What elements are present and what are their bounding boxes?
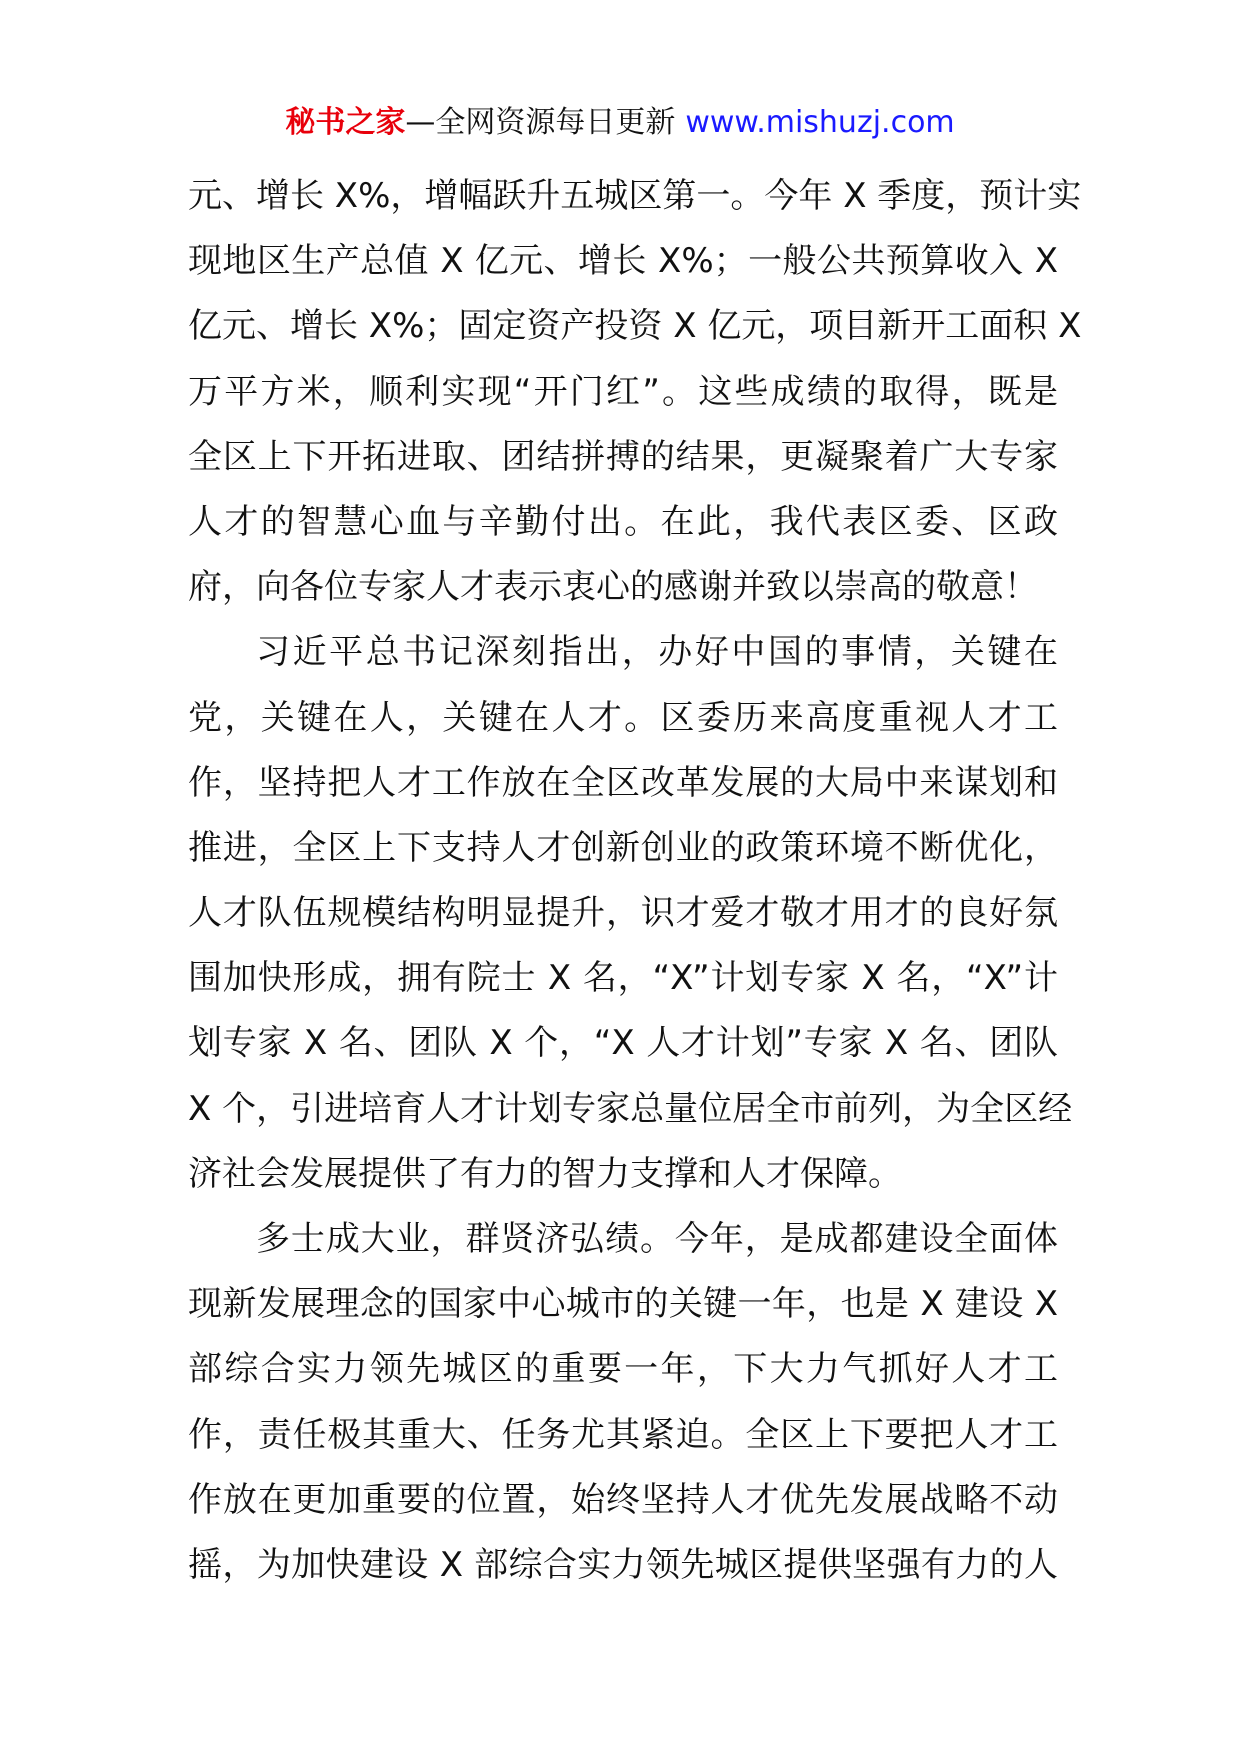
text-line: 多士成大业，群贤济弘绩。今年，是成都建设全面体: [256, 1219, 1058, 1259]
header-url[interactable]: www.mishuzj.com: [685, 105, 955, 140]
text-line: 现地区生产总值 X 亿元、增长 X%；一般公共预算收入 X: [188, 241, 1058, 282]
text-line: 元、增长 X%，增幅跃升五城区第一。今年 X 季度，预计实: [188, 176, 1082, 216]
page-header: [0, 102, 1240, 144]
text-line: 作，责任极其重大、任务尤其紧迫。全区上下要把人才工: [188, 1414, 1058, 1455]
text-line: 万平方米，顺利实现“开门红”。这些成绩的取得，既是: [188, 371, 1058, 412]
text-line: X 个，引进培育人才计划专家总量位居全市前列，为全区经: [188, 1088, 1073, 1129]
text-line: 全区上下开拓进取、团结拼搏的结果，更凝聚着广大专家: [188, 436, 1058, 477]
text-line: 济社会发展提供了有力的智力支撑和人才保障。: [188, 1153, 902, 1194]
text-line: 作，坚持把人才工作放在全区改革发展的大局中来谋划和: [188, 762, 1058, 803]
text-line: 推进，全区上下支持人才创新创业的政策环境不断优化，: [188, 827, 1058, 868]
header-tagline: —全网资源每日更新: [405, 105, 676, 140]
document-body: [188, 164, 1082, 1598]
text-line: 作放在更加重要的位置，始终坚持人才优先发展战略不动: [188, 1479, 1058, 1520]
text-line: 人才的智慧心血与辛勤付出。在此，我代表区委、区政: [188, 501, 1058, 542]
text-line: 亿元、增长 X%；固定资产投资 X 亿元，项目新开工面积 X: [188, 306, 1082, 347]
text-line: 党，关键在人，关键在人才。区委历来高度重视人才工: [188, 697, 1058, 738]
text-line: 划专家 X 名、团队 X 个，“X 人才计划”专家 X 名、团队: [188, 1023, 1058, 1064]
text-line: 人才队伍规模结构明显提升，识才爱才敬才用才的良好氛: [188, 893, 1058, 934]
text-line: 围加快形成，拥有院士 X 名，“X”计划专家 X 名，“X”计: [188, 958, 1058, 999]
text-line: 习近平总书记深刻指出，办好中国的事情，关键在: [256, 632, 1058, 673]
text-line: 现新发展理念的国家中心城市的关键一年，也是 X 建设 X: [188, 1284, 1058, 1325]
text-line: 摇，为加快建设 X 部综合实力领先城区提供坚强有力的人: [188, 1544, 1058, 1585]
text-line: 部综合实力领先城区的重要一年，下大力气抓好人才工: [188, 1349, 1058, 1390]
text-line: 府，向各位专家人才表示衷心的感谢并致以崇高的敬意！: [188, 567, 1038, 608]
brand-name: 秘书之家: [285, 105, 406, 140]
